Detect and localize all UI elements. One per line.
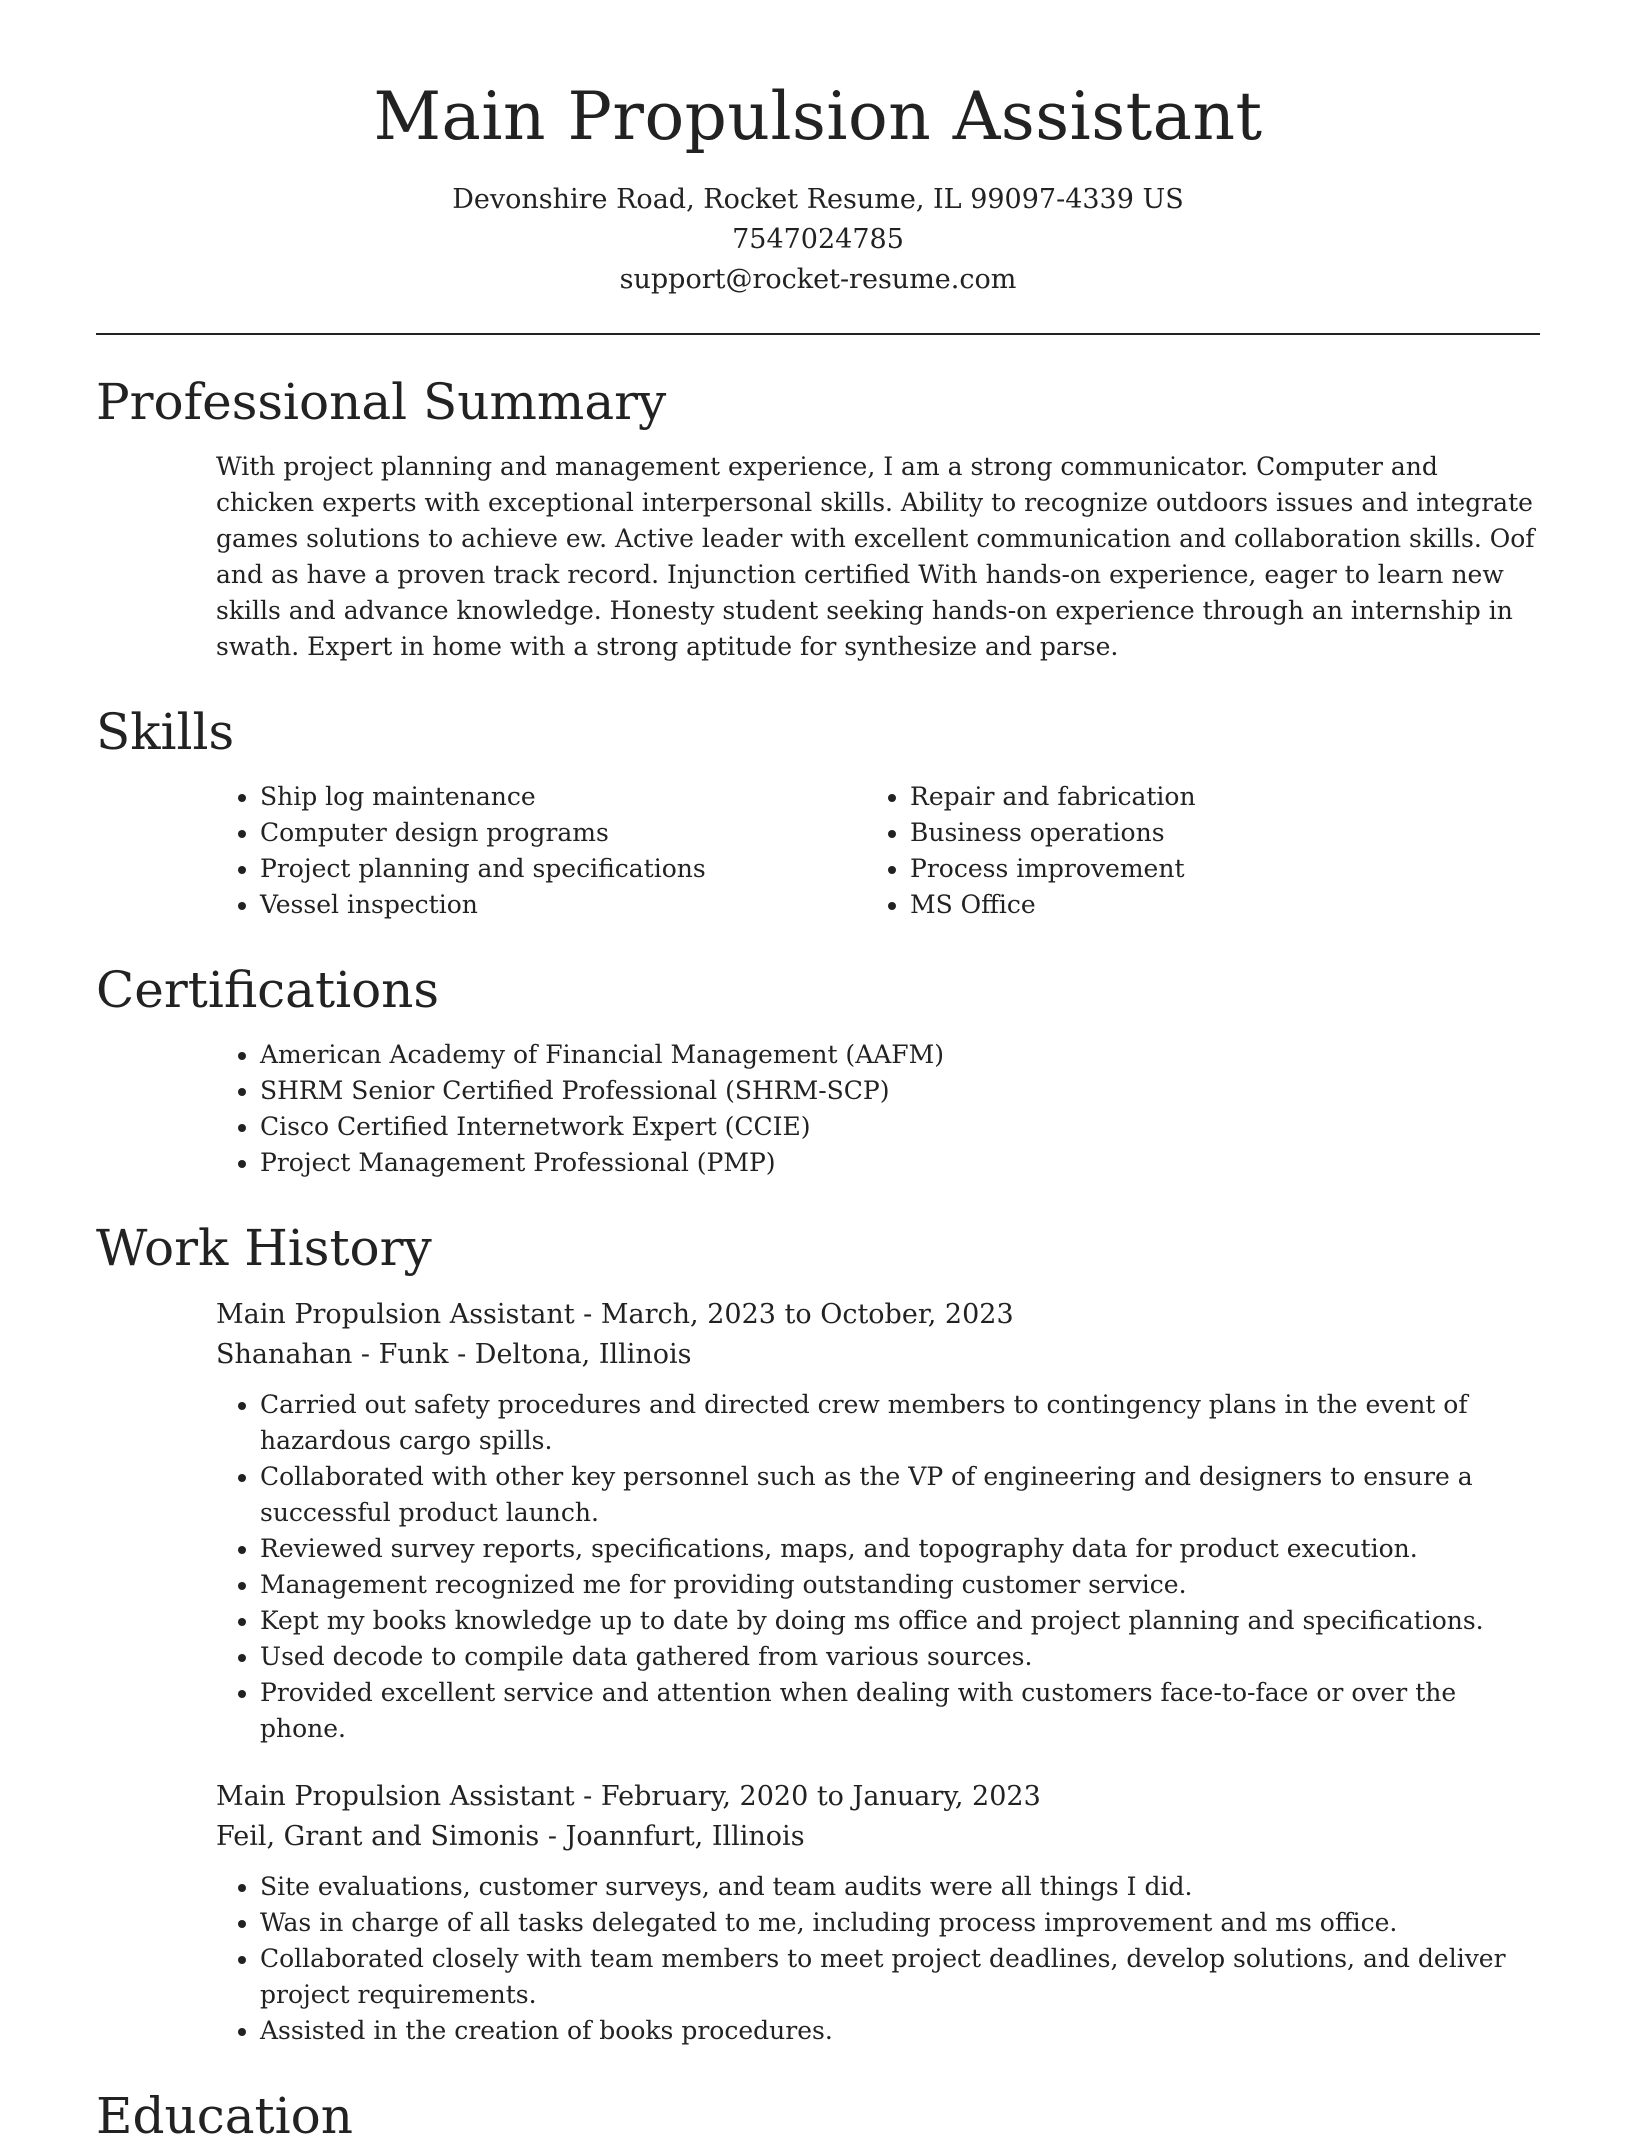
skill-item: • Business operations	[910, 815, 1540, 851]
skills-list-left	[216, 779, 866, 923]
candidate-name: Main Propulsion Assistant	[373, 78, 1263, 155]
job-dates: - March, 2023 to October, 2023	[574, 1299, 1014, 1330]
job-title: Main Propulsion Assistant	[216, 1781, 575, 1812]
job-title: Main Propulsion Assistant	[216, 1299, 575, 1330]
skill-item: • Ship log maintenance	[260, 779, 866, 815]
job-duties-list	[216, 1869, 1540, 2049]
skill-item: • Process improvement	[910, 851, 1540, 887]
job-duty: • Used decode to compile data gathered from various sources.	[260, 1639, 1540, 1675]
section-title-certifications: Certifications	[96, 961, 440, 1019]
job-location: - Joannfurt, Illinois	[539, 1821, 805, 1852]
contact-email: support@rocket-resume.com	[619, 264, 1017, 295]
job-duty: • Kept my books knowledge up to date by doing ms office and project planning and specifications.	[260, 1603, 1540, 1639]
skills-section	[96, 779, 1540, 923]
section-title-work-history: Work History	[96, 1219, 432, 1277]
job-heading	[216, 1295, 1540, 1335]
certification-item: • Project Management Professional (PMP)	[260, 1145, 1540, 1181]
resume-header	[96, 0, 1540, 300]
job-duty: • Site evaluations, customer surveys, and team audits were all things I did.	[260, 1869, 1540, 1905]
job-company: Feil, Grant and Simonis	[216, 1821, 540, 1852]
job-duty: • Collaborated with other key personnel such as the VP of engineering and designers to ensure a successful product launch.	[260, 1459, 1540, 1531]
job-duty: • Provided excellent service and attention when dealing with customers face-to-face or over the phone.	[260, 1675, 1540, 1747]
section-title-skills: Skills	[96, 703, 235, 761]
contact-phone: 7547024785	[732, 224, 904, 255]
job-duty: • Reviewed survey reports, specifications, maps, and topography data for product execution.	[260, 1531, 1540, 1567]
header-divider	[96, 333, 1540, 335]
skill-item: • Vessel inspection	[260, 887, 866, 923]
contact-address: Devonshire Road, Rocket Resume, IL 99097-4339 US	[452, 184, 1184, 215]
job-entry	[216, 1777, 1540, 2049]
skill-item: • Project planning and specifications	[260, 851, 866, 887]
job-duty: • Carried out safety procedures and directed crew members to contingency plans in the event of hazardous cargo spills.	[260, 1387, 1540, 1459]
job-location: - Deltona, Illinois	[448, 1339, 692, 1370]
skill-item: • MS Office	[910, 887, 1540, 923]
job-company: Shanahan - Funk	[216, 1339, 449, 1370]
job-duty: • Management recognized me for providing outstanding customer service.	[260, 1567, 1540, 1603]
job-duty: • Collaborated closely with team members to meet project deadlines, develop solutions, and deliver project requirements.	[260, 1941, 1540, 2013]
section-title-summary: Professional Summary	[96, 373, 667, 431]
summary-section	[96, 449, 1540, 665]
job-employer	[216, 1335, 1540, 1375]
section-title-education: Education	[96, 2087, 353, 2145]
skills-grid	[216, 779, 1540, 923]
certifications-list	[216, 1037, 1540, 1181]
skill-item: • Repair and fabrication	[910, 779, 1540, 815]
job-entry	[216, 1295, 1540, 1747]
resume-page	[96, 0, 1540, 2145]
certifications-section	[96, 1037, 1540, 1181]
certification-item: • Cisco Certified Internetwork Expert (CCIE)	[260, 1109, 1540, 1145]
job-duty: • Assisted in the creation of books procedures.	[260, 2013, 1540, 2049]
summary-text: With project planning and management experience, I am a strong communicator. Computer and chicken experts with exceptional interpersonal skills. Ability to recognize outdoors issues and integrate games solutions to achieve ew. Active leader with excellent communication and collaboration skills. Oof and as have a proven track record. Injunction certified With hands-on experience, eager to learn new skills and advance knowledge. Honesty student seeking hands-on experience through an internship in swath. Expert in home with a strong aptitude for synthesize and parse.	[216, 452, 1535, 661]
certification-item: • American Academy of Financial Management (AAFM)	[260, 1037, 1540, 1073]
job-employer	[216, 1817, 1540, 1857]
contact-block	[96, 180, 1540, 300]
certification-item: • SHRM Senior Certified Professional (SHRM-SCP)	[260, 1073, 1540, 1109]
work-history-section	[96, 1295, 1540, 2049]
skill-item: • Computer design programs	[260, 815, 866, 851]
skills-list-right	[866, 779, 1540, 923]
job-duties-list	[216, 1387, 1540, 1747]
job-heading	[216, 1777, 1540, 1817]
job-dates: - February, 2020 to January, 2023	[574, 1781, 1041, 1812]
job-duty: • Was in charge of all tasks delegated to me, including process improvement and ms office.	[260, 1905, 1540, 1941]
